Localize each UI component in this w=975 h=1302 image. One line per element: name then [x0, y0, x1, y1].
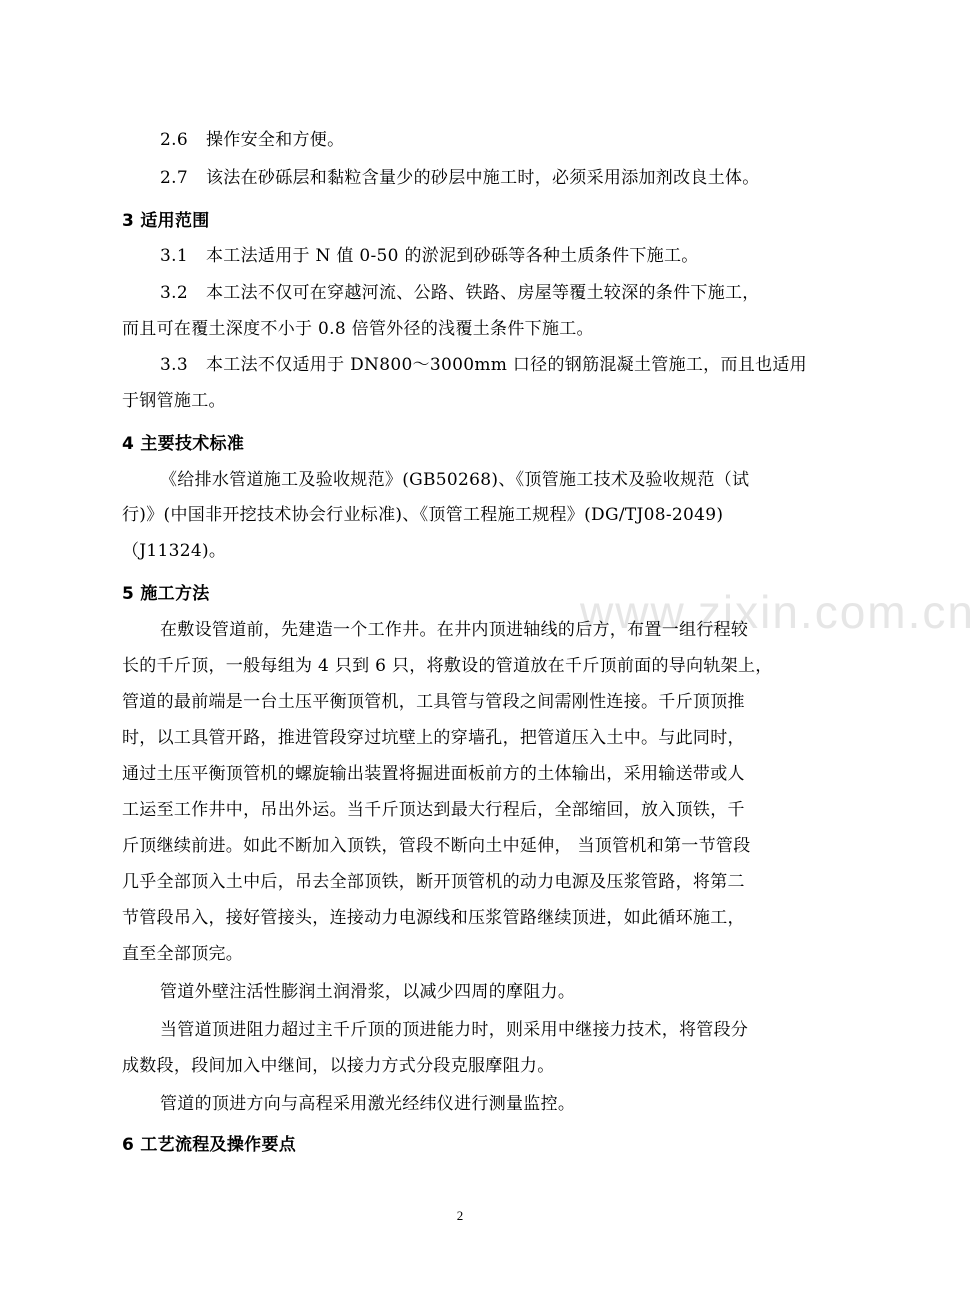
method-paragraph-line: 管道的最前端是一台土压平衡顶管机，工具管与管段之间需刚性连接。千斤顶顶推	[122, 692, 745, 712]
relay-paragraph-line: 当管道顶进阻力超过主千斤顶的顶进能力时，则采用中继接力技术，将管段分	[160, 1020, 749, 1040]
item-text: 操作安全和方便。	[206, 130, 345, 150]
item-2-7	[160, 168, 760, 188]
item-number: 3.3	[160, 355, 188, 375]
watermark: www.zixin.com.cn	[580, 586, 975, 638]
item-text: 该法在砂砾层和黏粒含量少的砂层中施工时，必须采用添加剂改良土体。	[206, 168, 760, 188]
section-4-heading: 4 主要技术标准	[122, 434, 245, 454]
section-3-heading: 3 适用范围	[122, 211, 210, 231]
page-number: 2	[456, 1208, 464, 1223]
item-3-1	[160, 246, 699, 266]
item-number: 3.2	[160, 283, 188, 303]
method-paragraph-line: 斤顶继续前进。如此不断加入顶铁，管段不断向土中延伸， 当顶管机和第一节管段	[122, 836, 751, 856]
item-3-2	[160, 283, 760, 303]
item-text: 本工法不仅适用于 DN800～3000mm 口径的钢筋混凝土管施工，而且也适用	[206, 355, 807, 375]
item-3-3-continuation: 于钢管施工。	[122, 391, 226, 411]
item-number: 3.1	[160, 246, 188, 266]
section-6-heading: 6 工艺流程及操作要点	[122, 1135, 297, 1155]
method-paragraph-line: 直至全部顶完。	[122, 944, 244, 964]
standards-line-2: 行)》(中国非开挖技术协会行业标准)、《顶管工程施工规程》(DG/TJ08-2049)	[122, 505, 724, 525]
method-paragraph-line: 通过土压平衡顶管机的螺旋输出装置将掘进面板前方的土体输出，采用输送带或人	[122, 764, 745, 784]
method-paragraph-line: 在敷设管道前，先建造一个工作井。在井内顶进轴线的后方，布置一组行程较	[160, 620, 749, 640]
method-paragraph-line: 几乎全部顶入土中后，吊去全部顶铁，断开顶管机的动力电源及压浆管路，将第二	[122, 872, 745, 892]
method-paragraph-line: 长的千斤顶，一般每组为 4 只到 6 只，将敷设的管道放在千斤顶前面的导向轨架上，	[122, 656, 773, 676]
method-paragraph-line: 时，以工具管开路，推进管段穿过坑壁上的穿墙孔，把管道压入土中。与此同时，	[122, 728, 745, 748]
relay-paragraph-line: 成数段，段间加入中继间，以接力方式分段克服摩阻力。	[122, 1056, 555, 1076]
item-3-2-continuation: 而且可在覆土深度不小于 0.8 倍管外径的浅覆土条件下施工。	[122, 319, 594, 339]
item-2-6	[160, 130, 344, 150]
item-3-3	[160, 355, 807, 375]
item-text: 本工法不仅可在穿越河流、公路、铁路、房屋等覆土较深的条件下施工，	[206, 283, 760, 303]
standards-line-1: 《给排水管道施工及验收规范》(GB50268)、《顶管施工技术及验收规范（试	[160, 470, 750, 490]
lubrication-paragraph: 管道外壁注活性膨润土润滑浆，以减少四周的摩阻力。	[160, 982, 576, 1002]
survey-paragraph: 管道的顶进方向与高程采用激光经纬仪进行测量监控。	[160, 1094, 576, 1114]
standards-line-3: （J11324)。	[122, 541, 227, 561]
item-text: 本工法适用于 N 值 0-50 的淤泥到砂砾等各种土质条件下施工。	[206, 246, 699, 266]
method-paragraph-line: 工运至工作井中，吊出外运。当千斤顶达到最大行程后，全部缩回，放入顶铁，千	[122, 800, 745, 820]
item-number: 2.7	[160, 168, 188, 188]
item-number: 2.6	[160, 130, 188, 150]
section-5-heading: 5 施工方法	[122, 584, 210, 604]
method-paragraph-line: 节管段吊入，接好管接头，连接动力电源线和压浆管路继续顶进，如此循环施工，	[122, 908, 745, 928]
